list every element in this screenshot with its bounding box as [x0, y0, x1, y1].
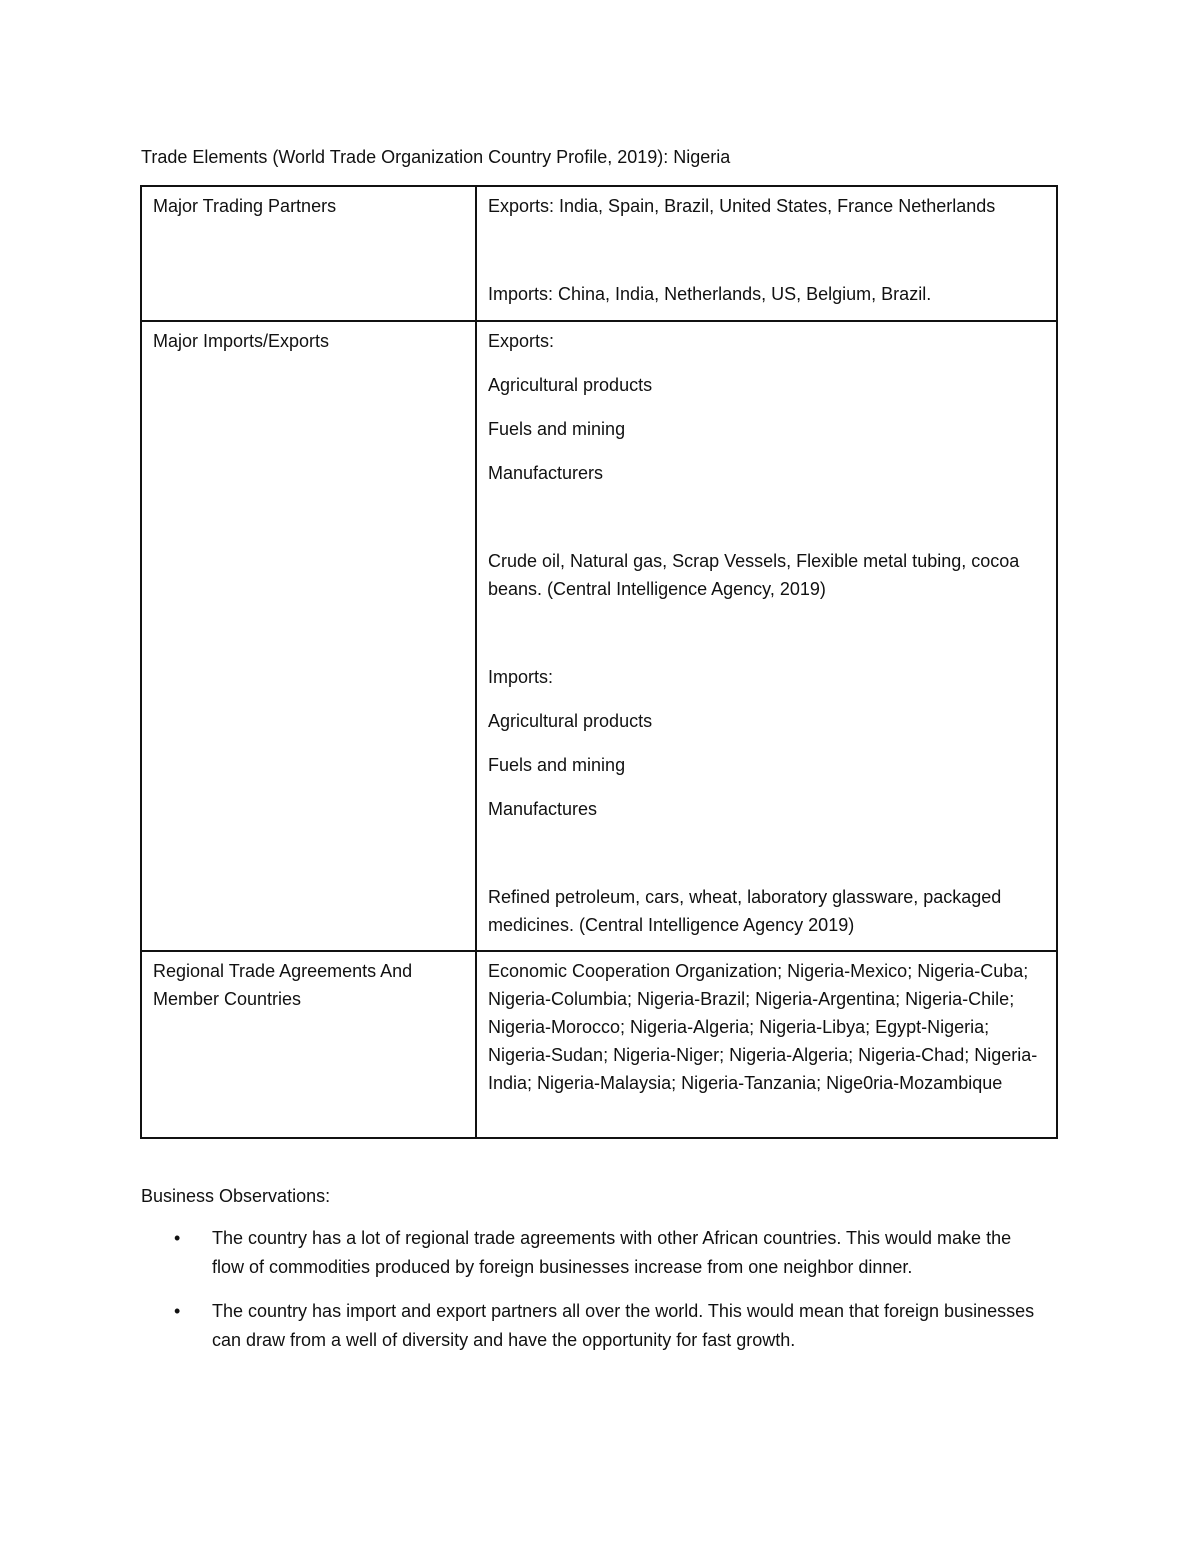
list-item	[141, 1224, 1041, 1282]
list-item	[141, 1297, 1041, 1355]
observation-text: The country has a lot of regional trade agreements with other African countries. This would make the flow of commodities produced by foreign businesses increase from one neighbor dinner.	[212, 1228, 1012, 1277]
imports-detail: Refined petroleum, cars, wheat, laboratory glassware, packaged medicines. (Central Intelligence Agency 2019)	[488, 887, 1002, 935]
exports-item: Fuels and mining	[488, 419, 626, 439]
exports-item: Manufacturers	[488, 463, 604, 483]
bullet-icon: •	[174, 1228, 181, 1248]
page-title: Trade Elements (World Trade Organization Country Profile, 2019): Nigeria	[141, 147, 731, 167]
observation-text: The country has import and export partners all over the world. This would mean that foreign businesses can draw from a well of diversity and have the opportunity for fast growth.	[212, 1301, 1035, 1350]
imports-item: Manufactures	[488, 799, 598, 819]
partners-exports: Exports: India, Spain, Brazil, United States, France Netherlands	[488, 196, 996, 216]
imports-item: Fuels and mining	[488, 755, 626, 775]
label-cell-regional-trade-agreements: Regional Trade Agreements And Member Countries	[141, 951, 476, 1138]
imports-item: Agricultural products	[488, 711, 653, 731]
label-cell-trading-partners: Major Trading Partners	[141, 186, 476, 321]
label-cell-imports-exports: Major Imports/Exports	[141, 321, 476, 951]
observations-heading: Business Observations:	[141, 1186, 331, 1206]
exports-detail: Crude oil, Natural gas, Scrap Vessels, Flexible metal tubing, cocoa beans. (Central Intelligence Agency, 2019)	[488, 551, 1020, 599]
partners-imports: Imports: China, India, Netherlands, US, Belgium, Brazil.	[488, 284, 932, 304]
table-row-regional-trade-agreements	[141, 951, 1057, 1138]
trade-elements-table	[140, 185, 1058, 1139]
table-row-imports-exports	[141, 321, 1057, 951]
table-row-trading-partners	[141, 186, 1057, 321]
exports-item: Agricultural products	[488, 375, 653, 395]
observations-list	[141, 1224, 1041, 1370]
imports-heading: Imports:	[488, 667, 554, 687]
bullet-icon: •	[174, 1301, 181, 1321]
value-cell-regional-trade-agreements: Economic Cooperation Organization; Nigeria-Mexico; Nigeria-Cuba; Nigeria-Columbia; Nigeria-Brazil; Nigeria-Argentina; Nigeria-Chile; Nigeria-Morocco; Nigeria-Algeria; Nigeria-Libya; Egypt-Nigeria; Nigeria-Sudan; Nigeria-Niger; Nigeria-Algeria; Nigeria-Chad; Nigeria-India; Nigeria-Malaysia; Nigeria-Tanzania; Nige0ria-Mozambique	[476, 951, 1057, 1138]
exports-heading: Exports:	[488, 331, 555, 351]
value-cell-imports-exports	[476, 321, 1057, 951]
value-cell-trading-partners	[476, 186, 1057, 321]
